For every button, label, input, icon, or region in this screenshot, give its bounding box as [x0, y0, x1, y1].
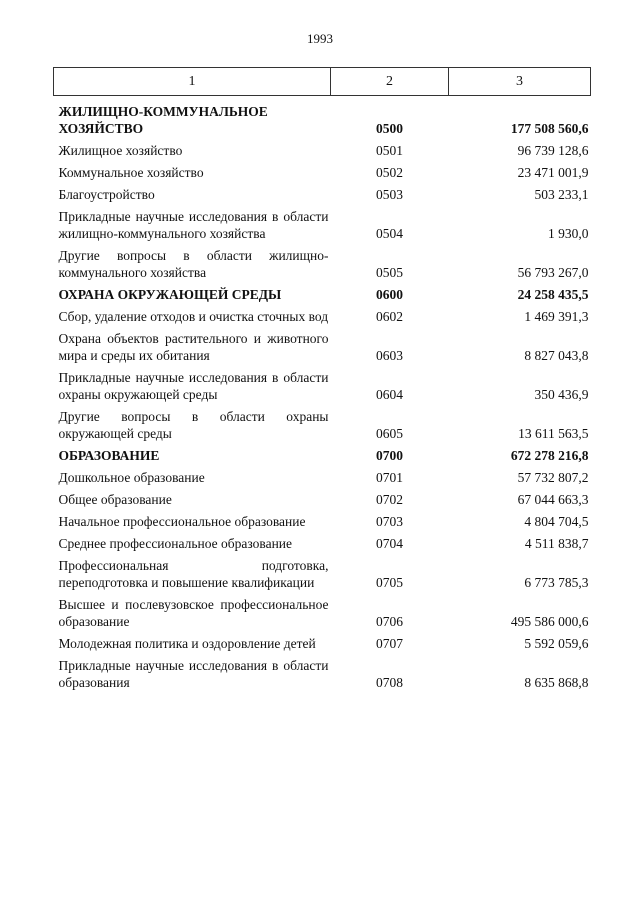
- row-name-cell: Прикладные научные исследования в области охраны окружающей среды: [58, 370, 329, 402]
- table-header-row: [54, 68, 591, 96]
- budget-table: [53, 67, 591, 692]
- row-code-cell: 0605: [376, 426, 403, 441]
- row-name-cell: Общее образование: [58, 492, 172, 507]
- row-amount-cell: 96 739 128,6: [517, 143, 589, 158]
- table-section-row: [54, 96, 591, 139]
- row-amount-cell: 57 732 807,2: [517, 470, 589, 485]
- row-amount-cell: 13 611 563,5: [518, 426, 589, 441]
- table-section-row: [54, 443, 591, 465]
- row-code-cell: 0703: [376, 514, 403, 529]
- column-header-amount: 3: [449, 68, 591, 96]
- row-name-cell: Другие вопросы в области жилищно-коммунального хозяйства: [58, 248, 329, 280]
- row-code-cell: 0604: [376, 387, 403, 402]
- table-row: [54, 553, 591, 592]
- row-code-cell: 0706: [376, 614, 403, 629]
- table-row: [54, 160, 591, 182]
- row-amount-cell: 24 258 435,5: [517, 287, 589, 302]
- row-code-cell: 0500: [376, 121, 403, 136]
- column-header-name: 1: [54, 68, 331, 96]
- row-name-cell: Молодежная политика и оздоровление детей: [58, 636, 316, 651]
- row-name-cell: Прикладные научные исследования в области жилищно-коммунального хозяйства: [58, 209, 329, 241]
- row-name-cell: Высшее и послевузовское профессиональное образование: [58, 597, 329, 629]
- table-row: [54, 243, 591, 282]
- table-row: [54, 509, 591, 531]
- table-row: [54, 182, 591, 204]
- row-code-cell: 0705: [376, 575, 403, 590]
- row-name-cell: ОБРАЗОВАНИЕ: [58, 448, 160, 463]
- table-body: [54, 96, 591, 693]
- row-name-cell: ОХРАНА ОКРУЖАЮЩЕЙ СРЕДЫ: [58, 287, 282, 302]
- table-row: [54, 404, 591, 443]
- row-name-cell: Сбор, удаление отходов и очистка сточных вод: [58, 309, 329, 324]
- row-code-cell: 0602: [376, 309, 403, 324]
- row-code-cell: 0502: [376, 165, 403, 180]
- row-amount-cell: 56 793 267,0: [517, 265, 589, 280]
- table-section-row: [54, 282, 591, 304]
- row-amount-cell: 350 436,9: [534, 387, 589, 402]
- row-code-cell: 0704: [376, 536, 403, 551]
- row-amount-cell: 503 233,1: [534, 187, 589, 202]
- row-code-cell: 0702: [376, 492, 403, 507]
- row-name-cell: Начальное профессиональное образование: [58, 514, 306, 529]
- row-name-cell: Среднее профессиональное образование: [58, 536, 293, 551]
- table-row: [54, 204, 591, 243]
- row-name-cell: Благоустройство: [58, 187, 155, 202]
- table-row: [54, 304, 591, 326]
- row-code-cell: 0707: [376, 636, 403, 651]
- table-row: [54, 326, 591, 365]
- page-number: 1993: [307, 31, 333, 46]
- row-code-cell: 0700: [376, 448, 403, 463]
- row-code-cell: 0501: [376, 143, 403, 158]
- row-code-cell: 0600: [376, 287, 403, 302]
- row-amount-cell: 8 635 868,8: [524, 675, 589, 690]
- row-amount-cell: 1 469 391,3: [524, 309, 589, 324]
- table-row: [54, 592, 591, 631]
- row-code-cell: 0504: [376, 226, 403, 241]
- table-row: [54, 487, 591, 509]
- table-row: [54, 653, 591, 692]
- row-amount-cell: 4 511 838,7: [524, 536, 589, 551]
- row-code-cell: 0503: [376, 187, 403, 202]
- table-row: [54, 631, 591, 653]
- row-amount-cell: 4 804 704,5: [524, 514, 589, 529]
- row-amount-cell: 6 773 785,3: [524, 575, 589, 590]
- row-code-cell: 0701: [376, 470, 403, 485]
- row-amount-cell: 177 508 560,6: [510, 121, 589, 136]
- row-code-cell: 0603: [376, 348, 403, 363]
- row-name-cell: Коммунальное хозяйство: [58, 165, 204, 180]
- table-row: [54, 531, 591, 553]
- table-row: [54, 465, 591, 487]
- row-name-cell: ЖИЛИЩНО-КОММУНАЛЬНОЕ ХОЗЯЙСТВО: [58, 104, 268, 136]
- row-name-cell: Охрана объектов растительного и животного мира и среды их обитания: [58, 331, 329, 363]
- row-name-cell: Другие вопросы в области охраны окружающей среды: [58, 409, 329, 441]
- row-amount-cell: 8 827 043,8: [524, 348, 589, 363]
- row-amount-cell: 672 278 216,8: [510, 448, 589, 463]
- row-amount-cell: 67 044 663,3: [517, 492, 589, 507]
- table-row: [54, 365, 591, 404]
- column-header-code: 2: [331, 68, 449, 96]
- row-code-cell: 0505: [376, 265, 403, 280]
- row-code-cell: 0708: [376, 675, 403, 690]
- row-name-cell: Профессиональная подготовка, переподготовка и повышение квалификации: [58, 558, 329, 590]
- row-name-cell: Жилищное хозяйство: [58, 143, 183, 158]
- table-row: [54, 138, 591, 160]
- row-amount-cell: 5 592 059,6: [524, 636, 589, 651]
- row-amount-cell: 495 586 000,6: [510, 614, 589, 629]
- row-name-cell: Прикладные научные исследования в области образования: [58, 658, 329, 690]
- row-name-cell: Дошкольное образование: [58, 470, 205, 485]
- row-amount-cell: 1 930,0: [548, 226, 589, 241]
- row-amount-cell: 23 471 001,9: [517, 165, 589, 180]
